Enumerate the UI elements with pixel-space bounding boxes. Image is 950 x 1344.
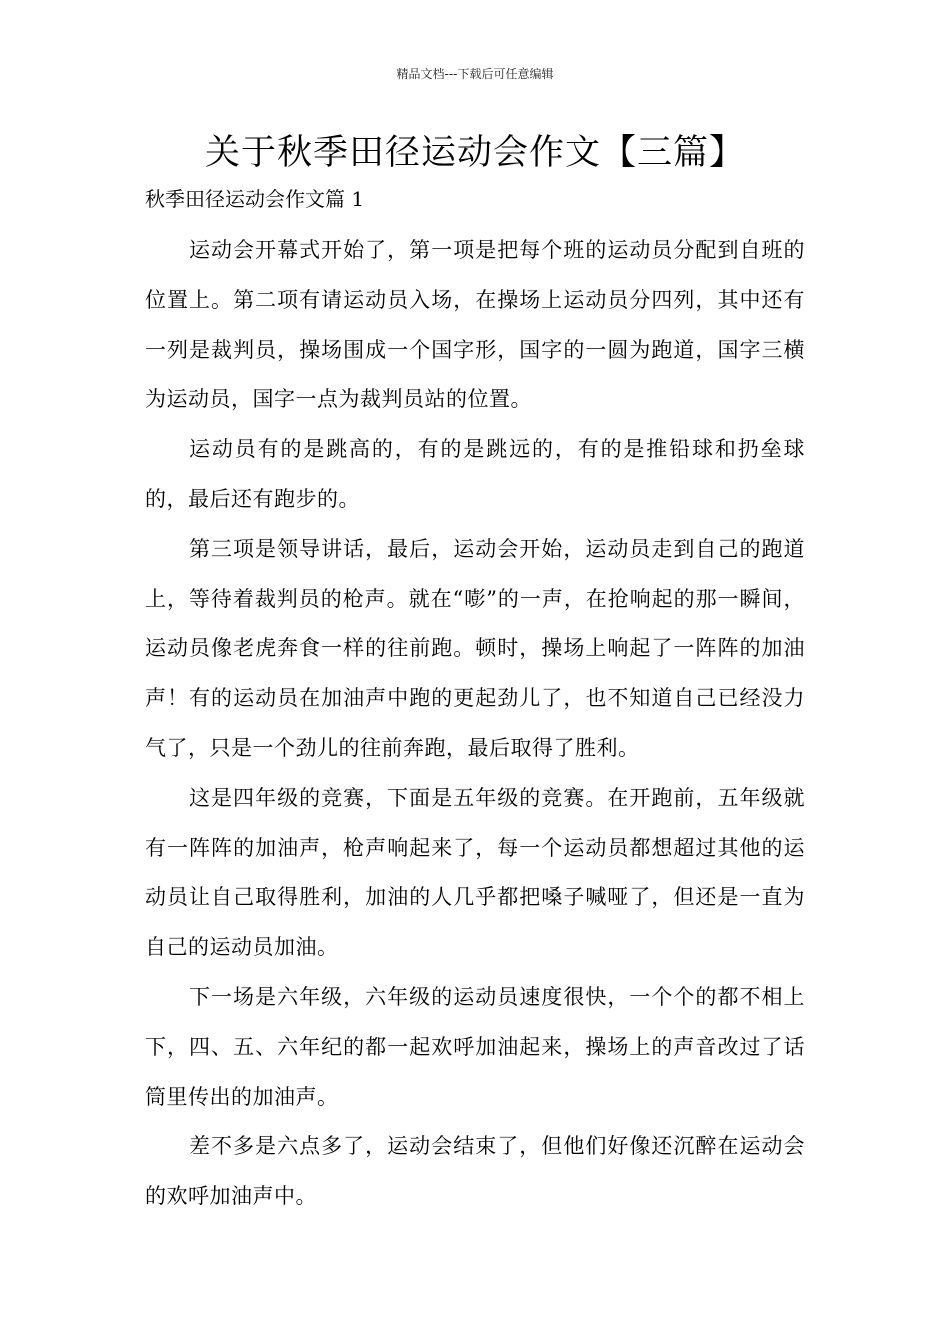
paragraph: 第三项是领导讲话，最后，运动会开始，运动员走到自己的跑道上，等待着裁判员的枪声。就在“嘭”的一声，在抢响起的那一瞬间，运动员像老虎奔食一样的往前跑。顿时，操场上响起了一阵阵的加油声！有的运动员在加油声中跑的更起劲儿了，也不知道自己已经没力气了，只是一个劲儿的往前奔跑，最后取得了胜利。	[145, 536, 805, 760]
paragraph: 运动员有的是跳高的，有的是跳远的，有的是推铅球和扔垒球的，最后还有跑步的。	[145, 437, 805, 511]
paragraph: 运动会开幕式开始了，第一项是把每个班的运动员分配到自班的位置上。第二项有请运动员入场，在操场上运动员分四列，其中还有一列是裁判员，操场围成一个国字形，国字的一圆为跑道，国字三横为运动员，国字一点为裁判员站的位置。	[145, 238, 805, 412]
body-text	[145, 226, 805, 1222]
header-note: 精品文档---下载后可任意编辑	[396, 67, 554, 81]
paragraph: 差不多是六点多了，运动会结束了，但他们好像还沉醉在运动会的欢呼加油声中。	[145, 1134, 805, 1209]
document-title: 关于秋季田径运动会作文【三篇】	[204, 133, 745, 173]
section-heading: 秋季田径运动会作文篇 1	[145, 187, 365, 211]
paragraph: 这是四年级的竞赛，下面是五年级的竞赛。在开跑前，五年级就有一阵阵的加油声，枪声响起来了，每一个运动员都想超过其他的运动员让自己取得胜利，加油的人几乎都把嗓子喊哑了，但还是一直为自己的运动员加油。	[145, 785, 805, 960]
paragraph: 下一场是六年级，六年级的运动员速度很快，一个个的都不相上下，四、五、六年纪的都一起欢呼加油起来，操场上的声音改过了话筒里传出的加油声。	[145, 984, 805, 1109]
